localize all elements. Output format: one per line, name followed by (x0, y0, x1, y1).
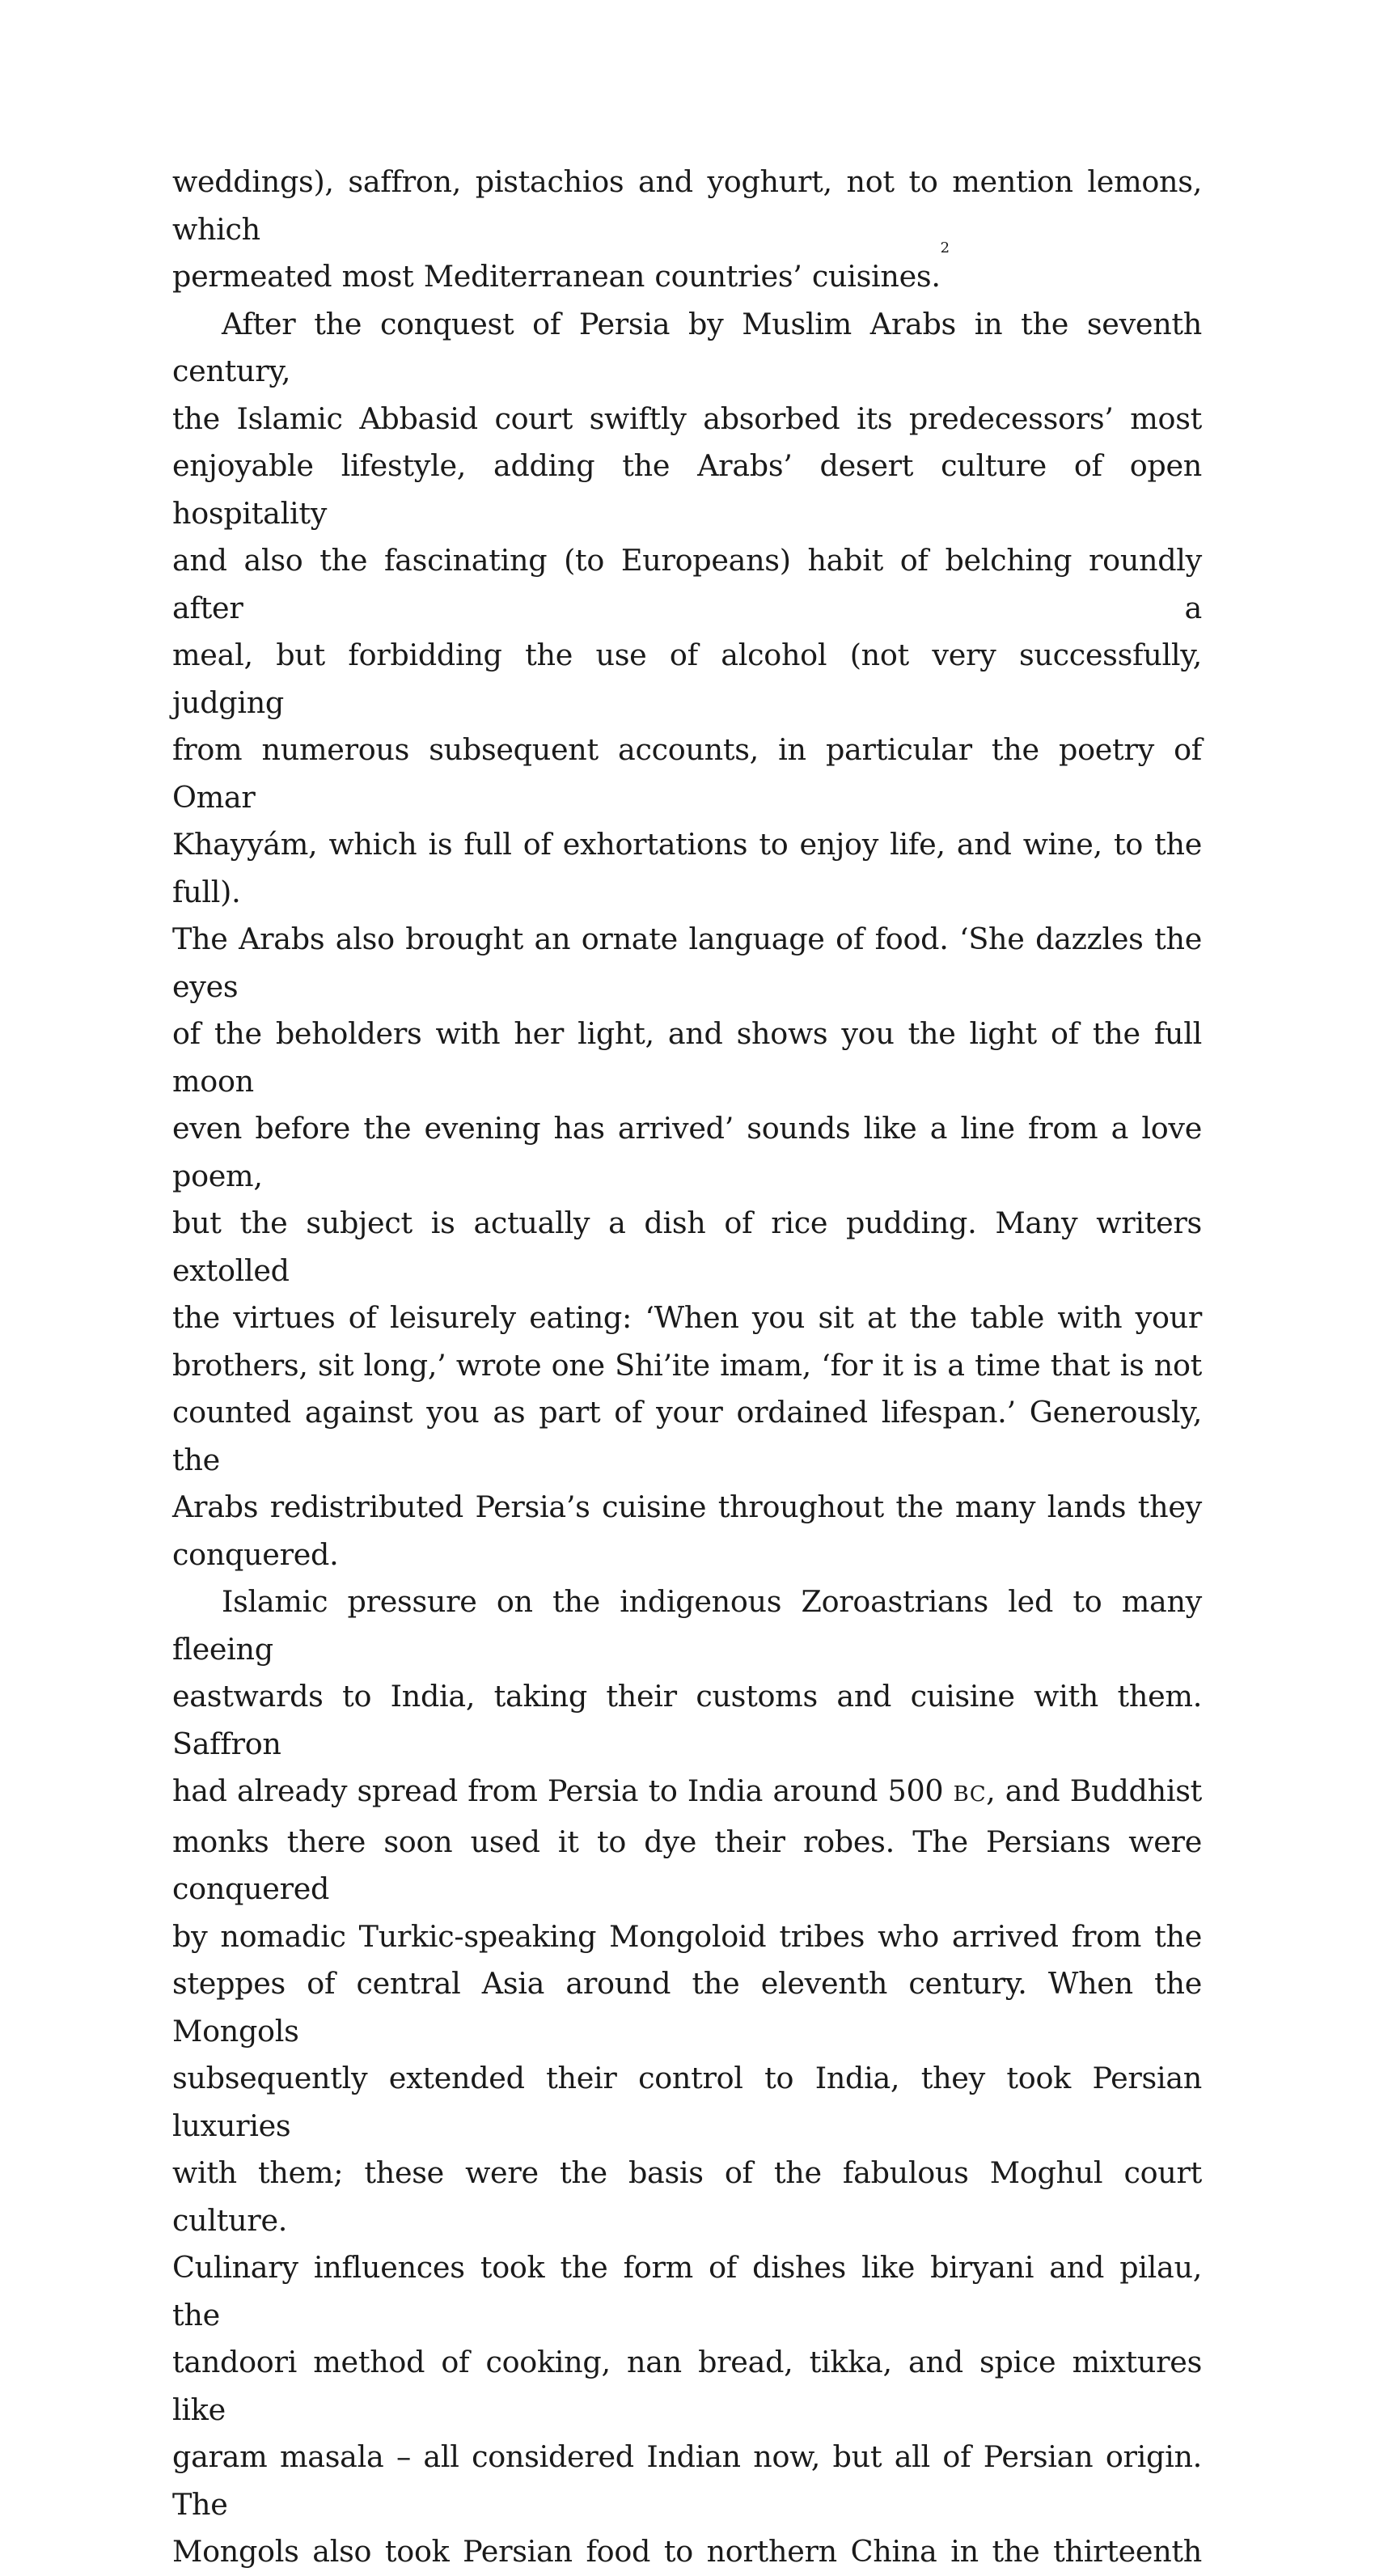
text-line: Khayyám, which is full of exhortations to enjoy life, and wine, to the full). (172, 827, 1202, 909)
text-line: the Islamic Abbasid court swiftly absorbed its predecessors’ most (172, 400, 1202, 436)
text-line: monks there soon used it to dye their robes. The Persians were conquered (172, 1824, 1202, 1906)
text-line (172, 239, 1202, 301)
paragraph-3 (172, 1578, 1202, 2576)
text-line: and also the fascinating (to Europeans) habit of belching roundly after a (172, 543, 1202, 625)
text-line: brothers, sit long,’ wrote one Shi’ite imam, ‘for it is a time that is not (172, 1347, 1202, 1383)
paragraph-2 (172, 301, 1202, 1579)
text-line: After the conquest of Persia by Muslim Arabs in the seventh century, (172, 306, 1202, 388)
text-line: the virtues of leisurely eating: ‘When you sit at the table with your (172, 1300, 1202, 1335)
text-line: with them; these were the basis of the fabulous Moghul court culture. (172, 2155, 1202, 2238)
small-caps-era: BC (953, 1782, 987, 1807)
text-line: by nomadic Turkic-speaking Mongoloid tribes who arrived from the (172, 1918, 1202, 1954)
text-line: weddings), saffron, pistachios and yoghurt, not to mention lemons, which (172, 164, 1202, 247)
paragraph-1 (172, 159, 1202, 301)
text-line: tandoori method of cooking, nan bread, tikka, and spice mixtures like (172, 2345, 1202, 2427)
page-body (172, 159, 1202, 2576)
text-line: steppes of central Asia around the eleventh century. When the Mongols (172, 1966, 1202, 2049)
text-line: Arabs redistributed Persia’s cuisine throughout the many lands they (172, 1489, 1202, 1524)
text-line (172, 1768, 1202, 1819)
text-line: subsequently extended their control to India, they took Persian luxuries (172, 2061, 1202, 2143)
text-fragment: , and Buddhist (986, 1773, 1202, 1808)
text-line: from numerous subsequent accounts, in particular the poetry of Omar (172, 732, 1202, 815)
text-line: garam masala – all considered Indian now, but all of Persian origin. The (172, 2439, 1202, 2522)
text-line: counted against you as part of your ordained lifespan.’ Generously, the (172, 1395, 1202, 1477)
footnote-reference[interactable]: 2 (940, 239, 950, 256)
text-line: but the subject is actually a dish of rice pudding. Many writers extolled (172, 1205, 1202, 1288)
text-line: eastwards to India, taking their customs and cuisine with them. Saffron (172, 1679, 1202, 1761)
text-line: enjoyable lifestyle, adding the Arabs’ desert culture of open hospitality (172, 448, 1202, 531)
text-line: Mongols also took Persian food to northern China in the thirteenth (172, 2534, 1202, 2569)
text-fragment: permeated most Mediterranean countries’ cuisines. (172, 259, 941, 294)
text-line: Culinary influences took the form of dishes like biryani and pilau, the (172, 2250, 1202, 2332)
text-line: Islamic pressure on the indigenous Zoroastrians led to many fleeing (172, 1584, 1202, 1667)
text-line: meal, but forbidding the use of alcohol (not very successfully, judging (172, 638, 1202, 720)
text-fragment: had already spread from Persia to India around 500 (172, 1773, 954, 1808)
text-line: of the beholders with her light, and shows you the light of the full moon (172, 1016, 1202, 1099)
text-line: The Arabs also brought an ornate language of food. ‘She dazzles the eyes (172, 922, 1202, 1004)
text-line: conquered. (172, 1536, 339, 1572)
text-line: even before the evening has arrived’ sounds like a line from a love poem, (172, 1111, 1202, 1193)
